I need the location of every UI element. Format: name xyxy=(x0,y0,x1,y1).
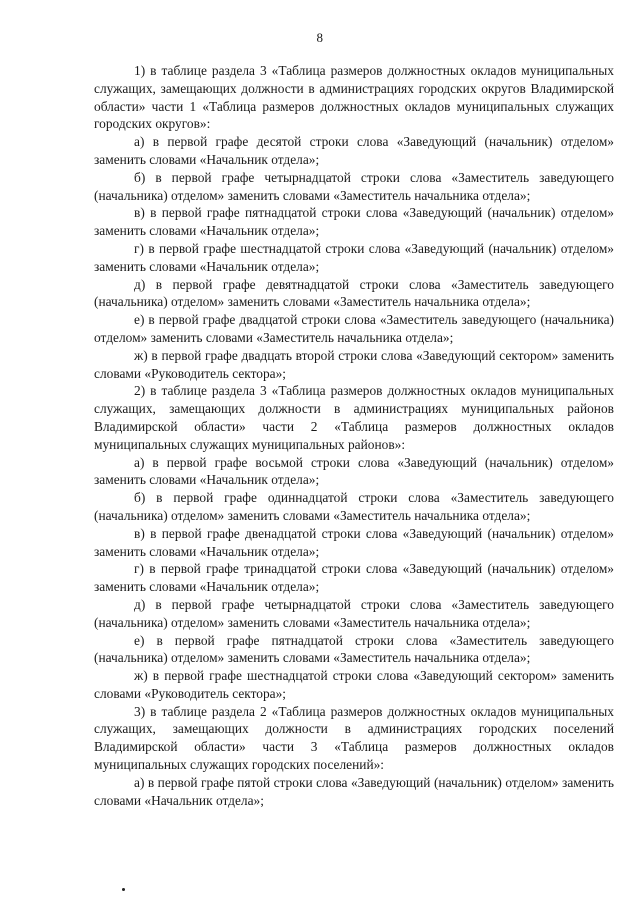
amendment-1b: б) в первой графе четырнадцатой строки слова «Заместитель заведующего (начальника) отделом» заменить словами «Заместитель начальника отдела»; xyxy=(94,169,614,203)
amendment-1d: г) в первой графе шестнадцатой строки слова «Заведующий (начальник) отделом» заменить словами «Начальник отдела»; xyxy=(94,240,614,274)
amendment-2b: б) в первой графе одиннадцатой строки слова «Заместитель заведующего (начальника) отделом» заменить словами «Заместитель начальника отдела»; xyxy=(94,490,614,523)
amendment-2f: е) в первой графе пятнадцатой строки слова «Заместитель заведующего (начальника) отделом» заменить словами «Заместитель начальника отдела»; xyxy=(94,632,614,666)
document-body xyxy=(94,62,614,809)
amendment-2c: в) в первой графе двенадцатой строки слова «Заведующий (начальник) отделом» заменить словами «Начальник отдела»; xyxy=(94,525,614,559)
amendment-1c: в) в первой графе пятнадцатой строки слова «Заведующий (начальник) отделом» заменить словами «Начальник отдела»; xyxy=(94,205,614,239)
amendment-1g: ж) в первой графе двадцать второй строки слова «Заведующий сектором» заменить словами «Руководитель сектора»; xyxy=(94,347,614,381)
amendment-3: 3) в таблице раздела 2 «Таблица размеров должностных окладов муниципальных служащих, замещающих должности в администрациях городских поселений Владимирской области» части 3 «Таблица размеров должностных окладов муниципальных служащих городских поселений»: xyxy=(94,703,614,773)
amendment-2g: ж) в первой графе шестнадцатой строки слова «Заведующий сектором» заменить словами «Руководитель сектора»; xyxy=(94,668,614,701)
amendment-2a: а) в первой графе восьмой строки слова «Заведующий (начальник) отделом» заменить словами «Начальник отдела»; xyxy=(94,454,614,488)
amendment-1e: д) в первой графе девятнадцатой строки слова «Заместитель заведующего (начальника) отделом» заменить словами «Заместитель начальника отдела»; xyxy=(94,276,614,310)
amendment-2d: г) в первой графе тринадцатой строки слова «Заведующий (начальник) отделом» заменить словами «Начальник отдела»; xyxy=(94,561,614,595)
amendment-2e: д) в первой графе четырнадцатой строки слова «Заместитель заведующего (начальника) отделом» заменить словами «Заместитель начальника отдела»; xyxy=(94,596,614,630)
amendment-3a: а) в первой графе пятой строки слова «Заведующий (начальник) отделом» заменить словами «Начальник отдела»; xyxy=(94,774,614,808)
amendment-2: 2) в таблице раздела 3 «Таблица размеров должностных окладов муниципальных служащих, замещающих должности в администрациях муниципальных районов Владимирской области» части 2 «Таблица размеров должностных окладов муниципальных служащих муниципальных районов»: xyxy=(94,383,614,452)
amendment-1a: а) в первой графе десятой строки слова «Заведующий (начальник) отделом» заменить словами «Начальник отдела»; xyxy=(94,134,614,167)
amendment-1f: е) в первой графе двадцатой строки слова «Заместитель заведующего (начальника) отделом» заменить словами «Заместитель начальника отдела»; xyxy=(94,312,614,345)
amendment-1: 1) в таблице раздела 3 «Таблица размеров должностных окладов муниципальных служащих, замещающих должности в администрациях городских округов Владимирской области» части 1 «Таблица размеров должностных окладов муниципальных служащих городских округов»: xyxy=(94,63,614,132)
page-number: 8 xyxy=(316,30,324,45)
scan-speck xyxy=(122,888,125,891)
